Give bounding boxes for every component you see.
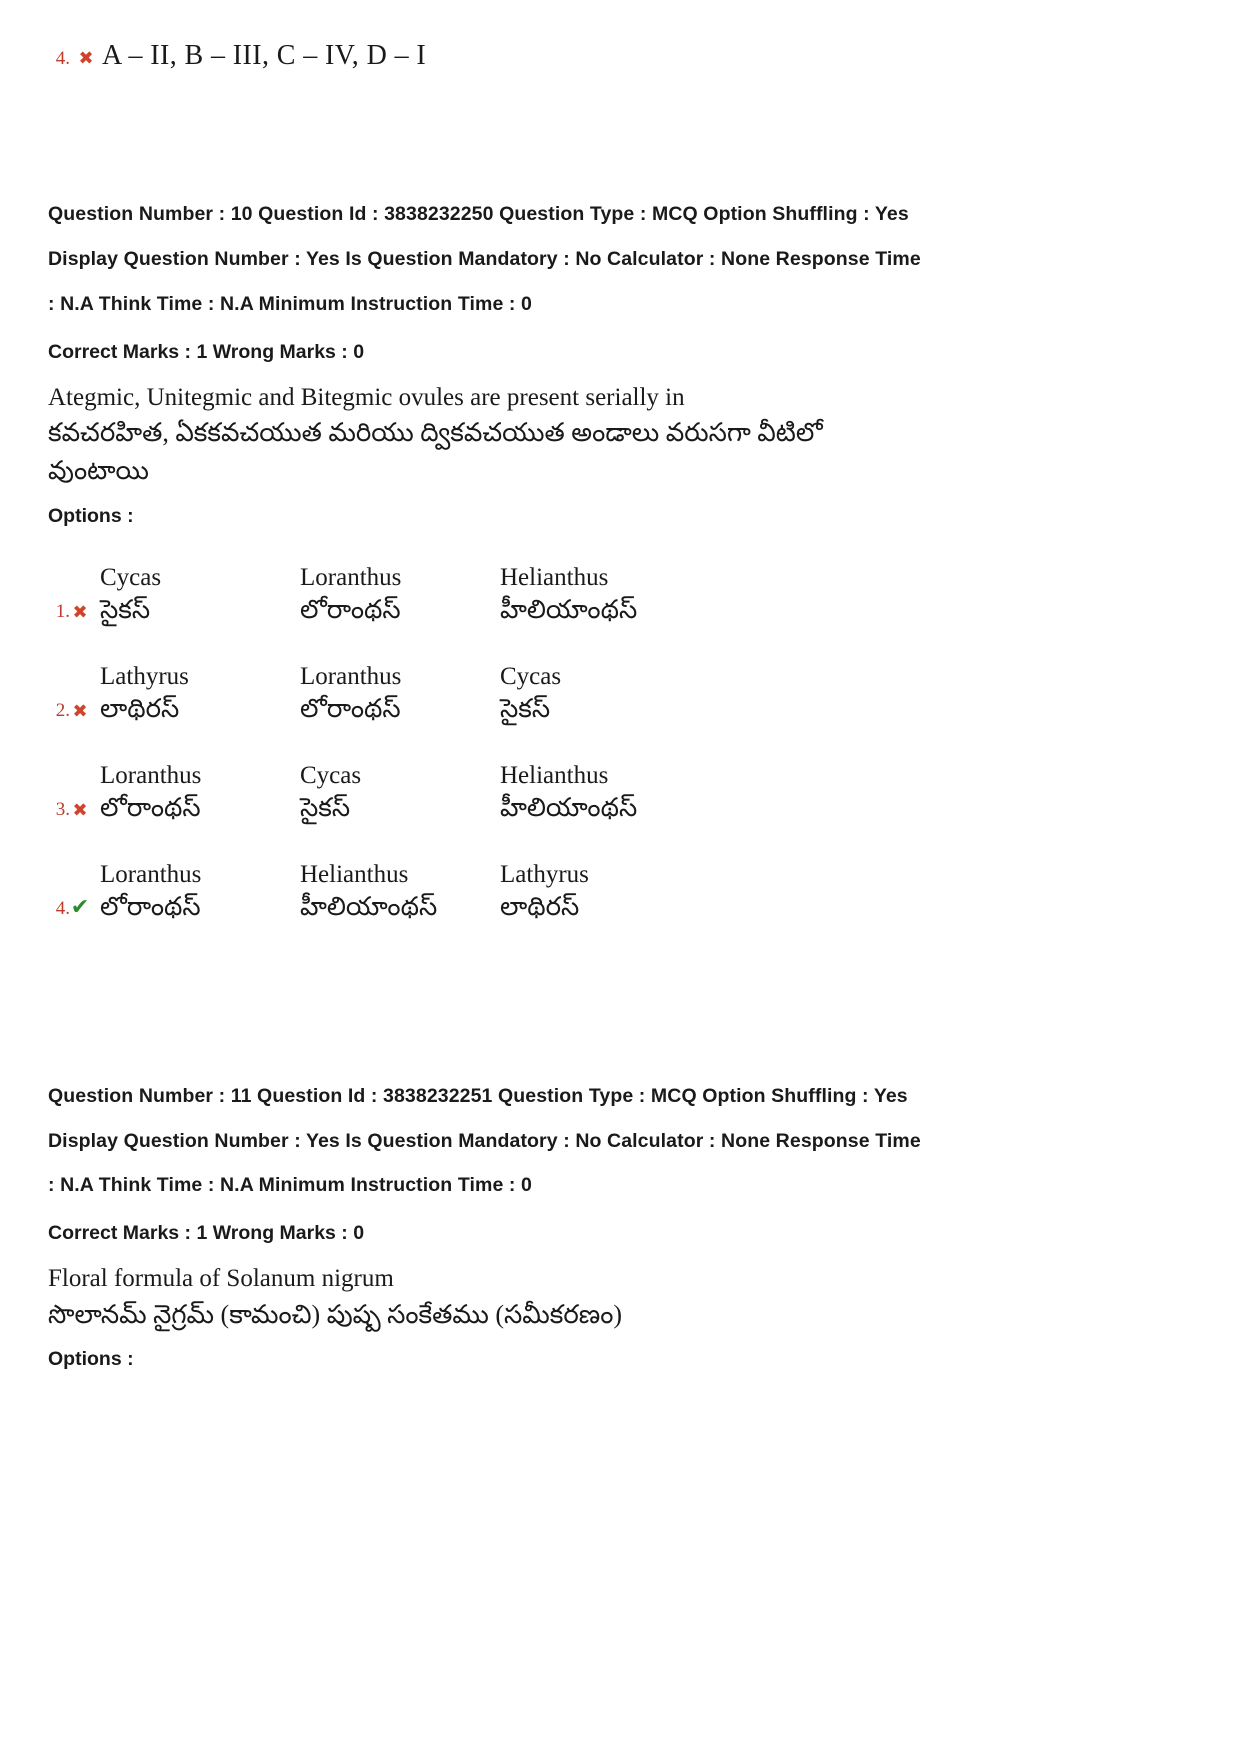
option-number: 1. — [55, 600, 70, 622]
question-meta-line-3: : N.A Think Time : N.A Minimum Instruction Time : 0 — [48, 292, 532, 315]
question-meta — [48, 192, 1192, 327]
option-text-english: Loranthus — [300, 563, 402, 591]
option-column — [100, 859, 300, 924]
question-text-english: Ategmic, Unitegmic and Bitegmic ovules are present serially in — [48, 383, 685, 411]
option-column — [300, 562, 500, 627]
option-column — [300, 760, 500, 825]
option-column — [300, 859, 500, 924]
spacer — [48, 72, 1192, 192]
option-column — [100, 661, 300, 726]
option-number: 4. — [55, 897, 70, 919]
option-column — [100, 760, 300, 825]
question-marks: Correct Marks : 1 Wrong Marks : 0 — [48, 340, 365, 363]
option-text-telugu: హీలియాంథస్ — [500, 792, 638, 822]
question-meta-line-1: Question Number : 10 Question Id : 3838232250 Question Type : MCQ Option Shuffling : Yes — [48, 203, 909, 225]
option-row[interactable] — [48, 859, 1192, 924]
question-block-11 — [48, 1074, 1192, 1372]
option-columns — [90, 859, 1192, 924]
question-meta-line-1: Question Number : 11 Question Id : 3838232251 Question Type : MCQ Option Shuffling : Yes — [48, 1084, 908, 1107]
option-text-english: Cycas — [500, 662, 562, 690]
options-label: Options : — [48, 504, 134, 527]
option-text-english: Helianthus — [500, 563, 609, 591]
question-meta-line-2: Display Question Number : Yes Is Question Mandatory : No Calculator : None Response Time — [48, 1129, 921, 1152]
spacer — [48, 924, 1192, 1074]
option-text-english: Helianthus — [500, 761, 609, 789]
question-meta-line-2: Display Question Number : Yes Is Question Mandatory : No Calculator : None Response Time — [48, 247, 921, 270]
question-block-10 — [48, 192, 1192, 924]
option-text-english: Cycas — [300, 761, 362, 789]
question-text-telugu-line-1: సొలానమ్ నైగ్రమ్ (కామంచి) పుష్ప సంకేతము (సమీకరణం) — [48, 1299, 623, 1329]
option-number: 3. — [55, 798, 70, 820]
option-text-telugu: లోరాంథస్ — [300, 693, 401, 723]
cross-icon: ✖ — [78, 48, 94, 68]
option-text-telugu: సైకస్ — [500, 693, 551, 723]
option-column — [100, 562, 300, 627]
option-text-english: Cycas — [100, 563, 162, 591]
cross-icon: ✖ — [72, 601, 88, 622]
option-text-english: Lathyrus — [100, 662, 189, 690]
option-columns — [90, 760, 1192, 825]
option-row[interactable] — [48, 661, 1192, 726]
question-meta-line-3: : N.A Think Time : N.A Minimum Instruction Time : 0 — [48, 1174, 532, 1197]
option-text-telugu: లాథిరస్ — [100, 693, 180, 723]
option-row[interactable] — [48, 760, 1192, 825]
option-column — [500, 859, 710, 924]
option-text-telugu: హీలియాంథస్ — [300, 891, 438, 921]
option-columns — [90, 661, 1192, 726]
question-text-english: Floral formula of Solanum nigrum — [48, 1265, 394, 1293]
cross-icon: ✖ — [72, 799, 88, 820]
option-text-telugu: సైకస్ — [300, 792, 351, 822]
option-number: 2. — [55, 699, 70, 721]
option-text-telugu: లోరాంథస్ — [100, 792, 201, 822]
option-text-english: Lathyrus — [500, 860, 589, 888]
cross-icon: ✖ — [72, 700, 88, 721]
option-text-telugu: హీలియాంథస్ — [500, 594, 638, 624]
option-text-english: Helianthus — [300, 860, 409, 888]
option-text-telugu: లాథిరస్ — [500, 891, 580, 921]
question-text-telugu-line-2: వుంటాయి — [48, 455, 149, 485]
option-text-telugu: సైకస్ — [100, 594, 151, 624]
question-marks: Correct Marks : 1 Wrong Marks : 0 — [48, 1222, 365, 1245]
option-text-english: Loranthus — [100, 860, 202, 888]
option-column — [500, 661, 710, 726]
option-number: 4. — [55, 48, 70, 69]
question-meta — [48, 1074, 1192, 1209]
options-label: Options : — [48, 1348, 134, 1371]
option-text: A – II, B – III, C – IV, D – I — [102, 40, 427, 71]
check-icon: ✔ — [70, 893, 90, 919]
option-text-english: Loranthus — [300, 662, 402, 690]
option-row[interactable] — [48, 562, 1192, 627]
option-column — [300, 661, 500, 726]
option-row — [48, 40, 1192, 72]
option-columns — [90, 562, 1192, 627]
option-column — [500, 562, 710, 627]
option-column — [500, 760, 710, 825]
question-text-telugu-line-1: కవచరహిత, ఏకకవచయుత మరియు ద్వికవచయుత అండాలు వరుసగా వీటిలో — [48, 417, 823, 447]
option-text-english: Loranthus — [100, 761, 202, 789]
option-text-telugu: లోరాంథస్ — [300, 594, 401, 624]
option-text-telugu: లోరాంథస్ — [100, 891, 201, 921]
